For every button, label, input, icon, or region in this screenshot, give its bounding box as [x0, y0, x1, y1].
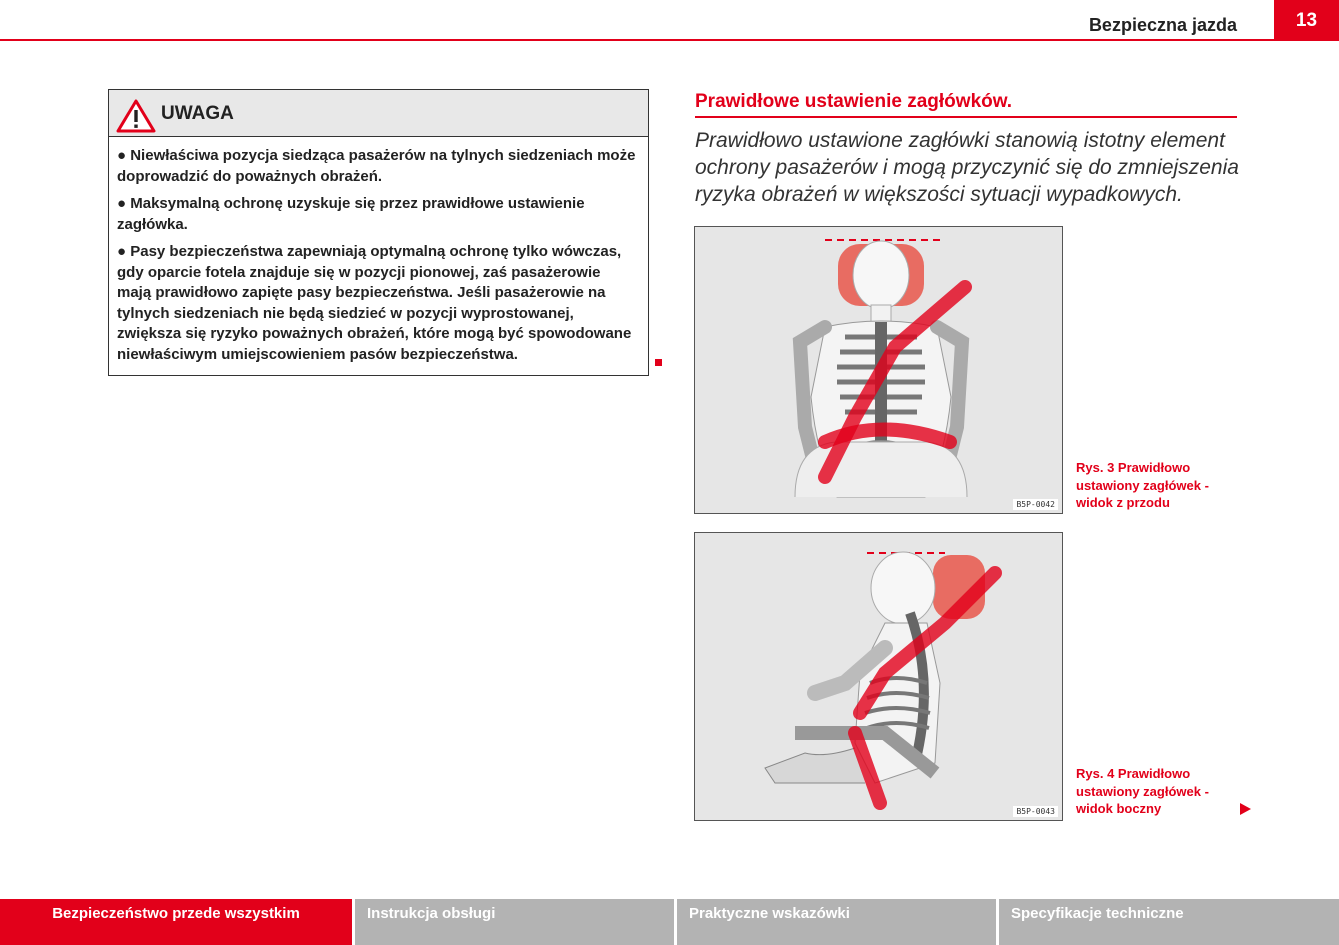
- warning-item: ● Niewłaściwa pozycja siedząca pasażerów na tylnych siedzeniach może doprowadzić do poważnych obrażeń.: [117, 147, 636, 185]
- page-header-title: Bezpieczna jazda: [1088, 15, 1237, 35]
- skeleton-side-illustration: [695, 533, 1062, 820]
- section-title: Prawidłowe ustawienie zagłówków.: [695, 91, 1013, 112]
- warning-item: ● Maksymalną ochronę uzyskuje się przez prawidłowe ustawienie zagłówka.: [117, 195, 585, 233]
- header-rule: [0, 39, 1339, 41]
- figure-code: B5P-0042: [1013, 499, 1058, 510]
- figure-code: B5P-0043: [1013, 806, 1058, 817]
- warning-box: [108, 89, 649, 376]
- figure-caption: Rys. 3 Prawidłowo ustawiony zagłówek - widok z przodu: [1076, 460, 1209, 510]
- tab-technical-specifications[interactable]: Specyfikacje techniczne: [999, 899, 1339, 945]
- figure-front-view: [694, 226, 1063, 514]
- warning-header: [109, 90, 648, 137]
- figure-caption: Rys. 4 Prawidłowo ustawiony zagłówek - widok boczny: [1076, 766, 1209, 816]
- tab-practical-tips[interactable]: Praktyczne wskazówki: [677, 899, 996, 945]
- tab-safety-first[interactable]: Bezpieczeństwo przede wszystkim: [0, 899, 352, 945]
- page-number: 13: [1274, 0, 1339, 41]
- continue-arrow-icon[interactable]: [1240, 803, 1251, 815]
- figure-side-view: [694, 532, 1063, 821]
- warning-item: ● Pasy bezpieczeństwa zapewniają optymalną ochronę tylko wówczas, gdy oparcie fotela znajduje się w pozycji pionowej, zaś pasażerowie mają prawidłowo zapięte pasy bezpieczeństwa. Jeśli pasażerowie na tylnych siedzeniach nie będą siedzieć w pozycji wyprostowanej, zwiększa się ryzyko poważnych obrażeń, które mogą być spowodowane niewłaściwym umiejscowieniem pasów bezpieczeństwa.: [117, 243, 632, 363]
- warning-title: UWAGA: [161, 103, 234, 124]
- warning-triangle-icon: [116, 99, 156, 133]
- section-intro: Prawidłowo ustawione zagłówki stanowią istotny element ochrony pasażerów i mogą przyczynić się do zmniejszenia ryzyka obrażeń w większości sytuacji wypadkowych.: [695, 129, 1239, 206]
- section-end-marker: [655, 359, 662, 366]
- section-rule: [695, 116, 1237, 118]
- tab-operating-instructions[interactable]: Instrukcja obsługi: [355, 899, 674, 945]
- skeleton-front-illustration: [695, 227, 1062, 513]
- warning-body: [117, 146, 637, 372]
